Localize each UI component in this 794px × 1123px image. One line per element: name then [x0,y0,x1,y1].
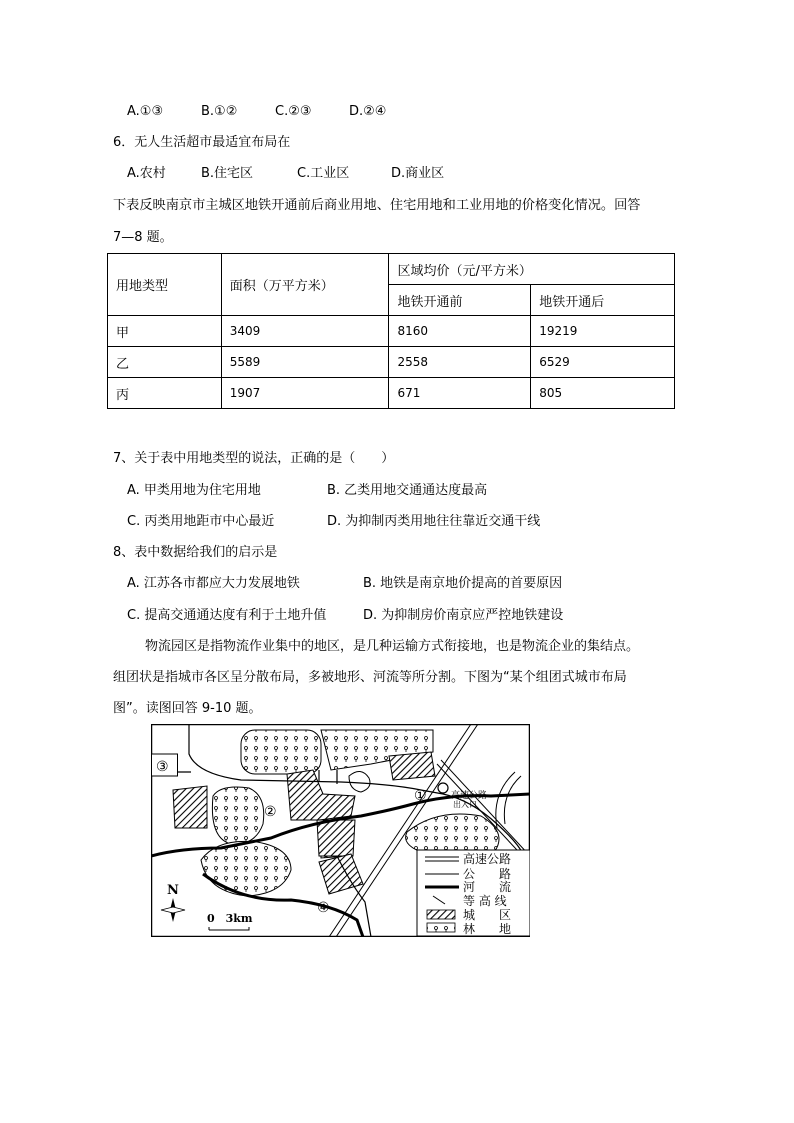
q5-option-b: B.①② [201,104,238,119]
legend-urban: 城 区 [463,908,512,922]
header-after-metro: 地铁开通后 [531,285,675,316]
q5-option-c: C.②③ [275,104,312,119]
q7-option-d: D. 为抑制丙类用地往往靠近交通干线 [327,514,541,529]
q7-option-c: C. 丙类用地距市中心最近 [127,514,275,529]
q6-option-c: C.工业区 [297,166,350,181]
q5-option-d: D.②④ [349,104,387,119]
cell-type: 甲 [108,316,222,347]
intro-7-8-line2: 7—8 题。 [113,230,173,245]
header-avg-price: 区域均价（元/平方米） [389,254,675,285]
urban-area [389,752,435,780]
q8-option-b: B. 地铁是南京地价提高的首要原因 [363,576,563,591]
header-land-type: 用地类型 [108,254,222,316]
land-price-table [107,253,675,409]
urban-area [173,786,207,828]
table-row [108,316,675,347]
highway-exit-marker [438,783,448,793]
highway-exit-label: 出入口 [453,800,477,809]
cell-after: 6529 [531,347,675,378]
cell-area: 5589 [221,347,389,378]
intro-9-10-line3: 图”。读图回答 9-10 题。 [113,701,262,716]
q8-stem: 8、表中数据给我们的启示是 [113,545,278,560]
intro-9-10-line1: 物流园区是指物流作业集中的地区，是几种运输方式衔接地，也是物流企业的集结点。 [145,639,640,654]
cell-before: 8160 [389,316,531,347]
legend-forest: 林 地 [463,922,512,936]
q7-option-b: B. 乙类用地交通通达度最高 [327,483,488,498]
header-before-metro: 地铁开通前 [389,285,531,316]
intro-9-10-line2: 组团状是指城市各区呈分散布局，多被地形、河流等所分割。下图为“某个组团式城市布局 [113,670,627,685]
marker-4: ④ [317,900,330,916]
header-area: 面积（万平方米） [221,254,389,316]
marker-2: ② [264,804,277,820]
q6-option-d: D.商业区 [391,166,445,181]
cell-area: 1907 [221,378,389,409]
q6-option-b: B.住宅区 [201,166,254,181]
legend-contour: 等 高 线 [463,894,507,908]
highway-exit-label: 高速公路 [451,791,488,801]
cell-before: 2558 [389,347,531,378]
scale-label: 0 3km [207,912,253,925]
q7-option-a: A. 甲类用地为住宅用地 [127,483,261,498]
q8-option-c: C. 提高交通通达度有利于土地升值 [127,608,327,623]
q5-option-a: A.①③ [127,104,164,119]
cell-type: 乙 [108,347,222,378]
intro-7-8-line1: 下表反映南京市主城区地铁开通前后商业用地、住宅用地和工业用地的价格变化情况。回答 [113,198,641,213]
q6-stem: 6．无人生活超市最适宜布局在 [113,135,291,150]
legend-road: 公 路 [463,867,512,881]
city-layout-map [151,724,530,937]
legend-expressway: 高速公路 [463,852,512,866]
table-row [108,347,675,378]
q7-stem: 7、关于表中用地类型的说法，正确的是（ ） [113,451,395,466]
cell-area: 3409 [221,316,389,347]
marker-3: ③ [156,759,169,775]
forest-area [241,730,321,774]
cell-type: 丙 [108,378,222,409]
forest-area [212,787,263,844]
cell-after: 19219 [531,316,675,347]
q6-option-a: A.农村 [127,166,166,181]
marker-1: ① [414,788,427,804]
q8-option-a: A. 江苏各市都应大力发展地铁 [127,576,300,591]
table-row [108,378,675,409]
north-label: N [167,883,179,898]
legend-river: 河 流 [463,880,512,894]
q8-option-d: D. 为抑制房价南京应严控地铁建设 [363,608,564,623]
urban-area [317,820,355,856]
cell-after: 805 [531,378,675,409]
cell-before: 671 [389,378,531,409]
